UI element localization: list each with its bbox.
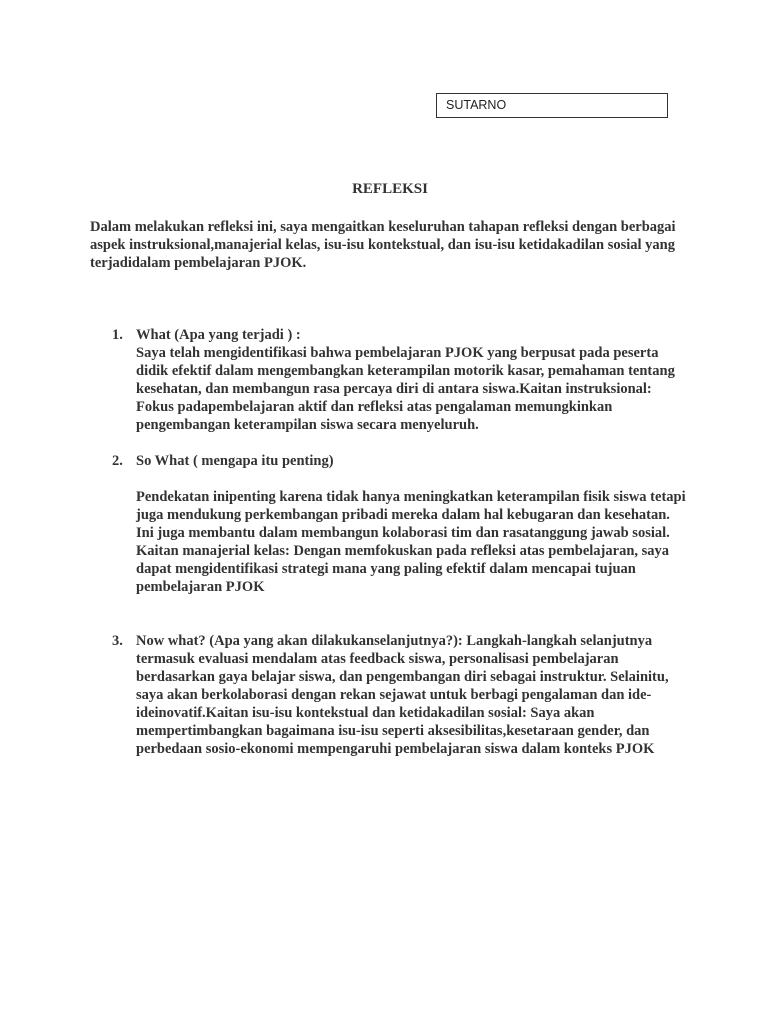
document-title: REFLEKSI [352,181,428,197]
list-item-heading: So What ( mengapa itu penting) [136,453,334,469]
list-item-number: 3. [112,633,123,649]
list-item-body-continued: Kaitan manajerial kelas: Dengan memfokuskan pada refleksi atas pembelajaran, saya dapat mengidentifikasi strategi mana yang paling efektif dalam mencapai tujuan pembelajaran PJOK [136,543,670,595]
list-item-number: 2. [112,453,123,469]
document-body [90,180,690,758]
reflection-list [90,326,690,758]
list-item-body: Saya telah mengidentifikasi bahwa pembelajaran PJOK yang berpusat pada peserta didik efektif dalam mengembangkan keterampilan motorik kasar, pemahaman tentang kesehatan, dan membangun rasa percaya diri di antara siswa.Kaitan instruksional: Fokus padapembelajaran aktif dan refleksi atas pengalaman memungkinkan pengembangan keterampilan siswa secara menyeluruh. [136,345,675,433]
list-item-body: Pendekatan inipenting karena tidak hanya meningkatkan keterampilan fisik siswa tetapi juga mendukung perkembangan pribadi mereka dalam hal kebugaran dan kesehatan. Ini juga membantu dalam membangun kolaborasi tim dan rasatanggung jawab sosial. [136,489,686,541]
list-item [90,326,690,434]
list-item-heading: Now what? (Apa yang akan dilakukanselanjutnya?): Langkah-langkah selanjutnya termasuk evaluasi mendalam atas feedback siswa, personalisasi pembelajaran berdasarkan gaya belajar siswa, dan pengembangan diri sebagai instruktur. Selainitu, saya akan berkolaborasi dengan rekan sejawat untuk berbagi pengalaman dan ide-ideinovatif.Kaitan isu-isu kontekstual dan ketidakadilan sosial: Saya akan mempertimbangkan bagaimana isu-isu seperti aksesibilitas,kesetaraan gender, dan perbedaan sosio-ekonomi mempengaruhi pembelajaran siswa dalam konteks PJOK [136,633,669,757]
list-item-number: 1. [112,327,123,343]
intro-paragraph: Dalam melakukan refleksi ini, saya mengaitkan keseluruhan tahapan refleksi dengan berbagai aspek instruksional,manajerial kelas, isu-isu kontekstual, dan isu-isu ketidakadilan sosial yang terjadidalam pembelajaran PJOK. [90,219,676,271]
list-item-heading: What (Apa yang terjadi ) : [136,327,301,343]
name-box: SUTARNO [436,93,668,118]
list-item [90,452,690,596]
list-item [90,632,690,758]
